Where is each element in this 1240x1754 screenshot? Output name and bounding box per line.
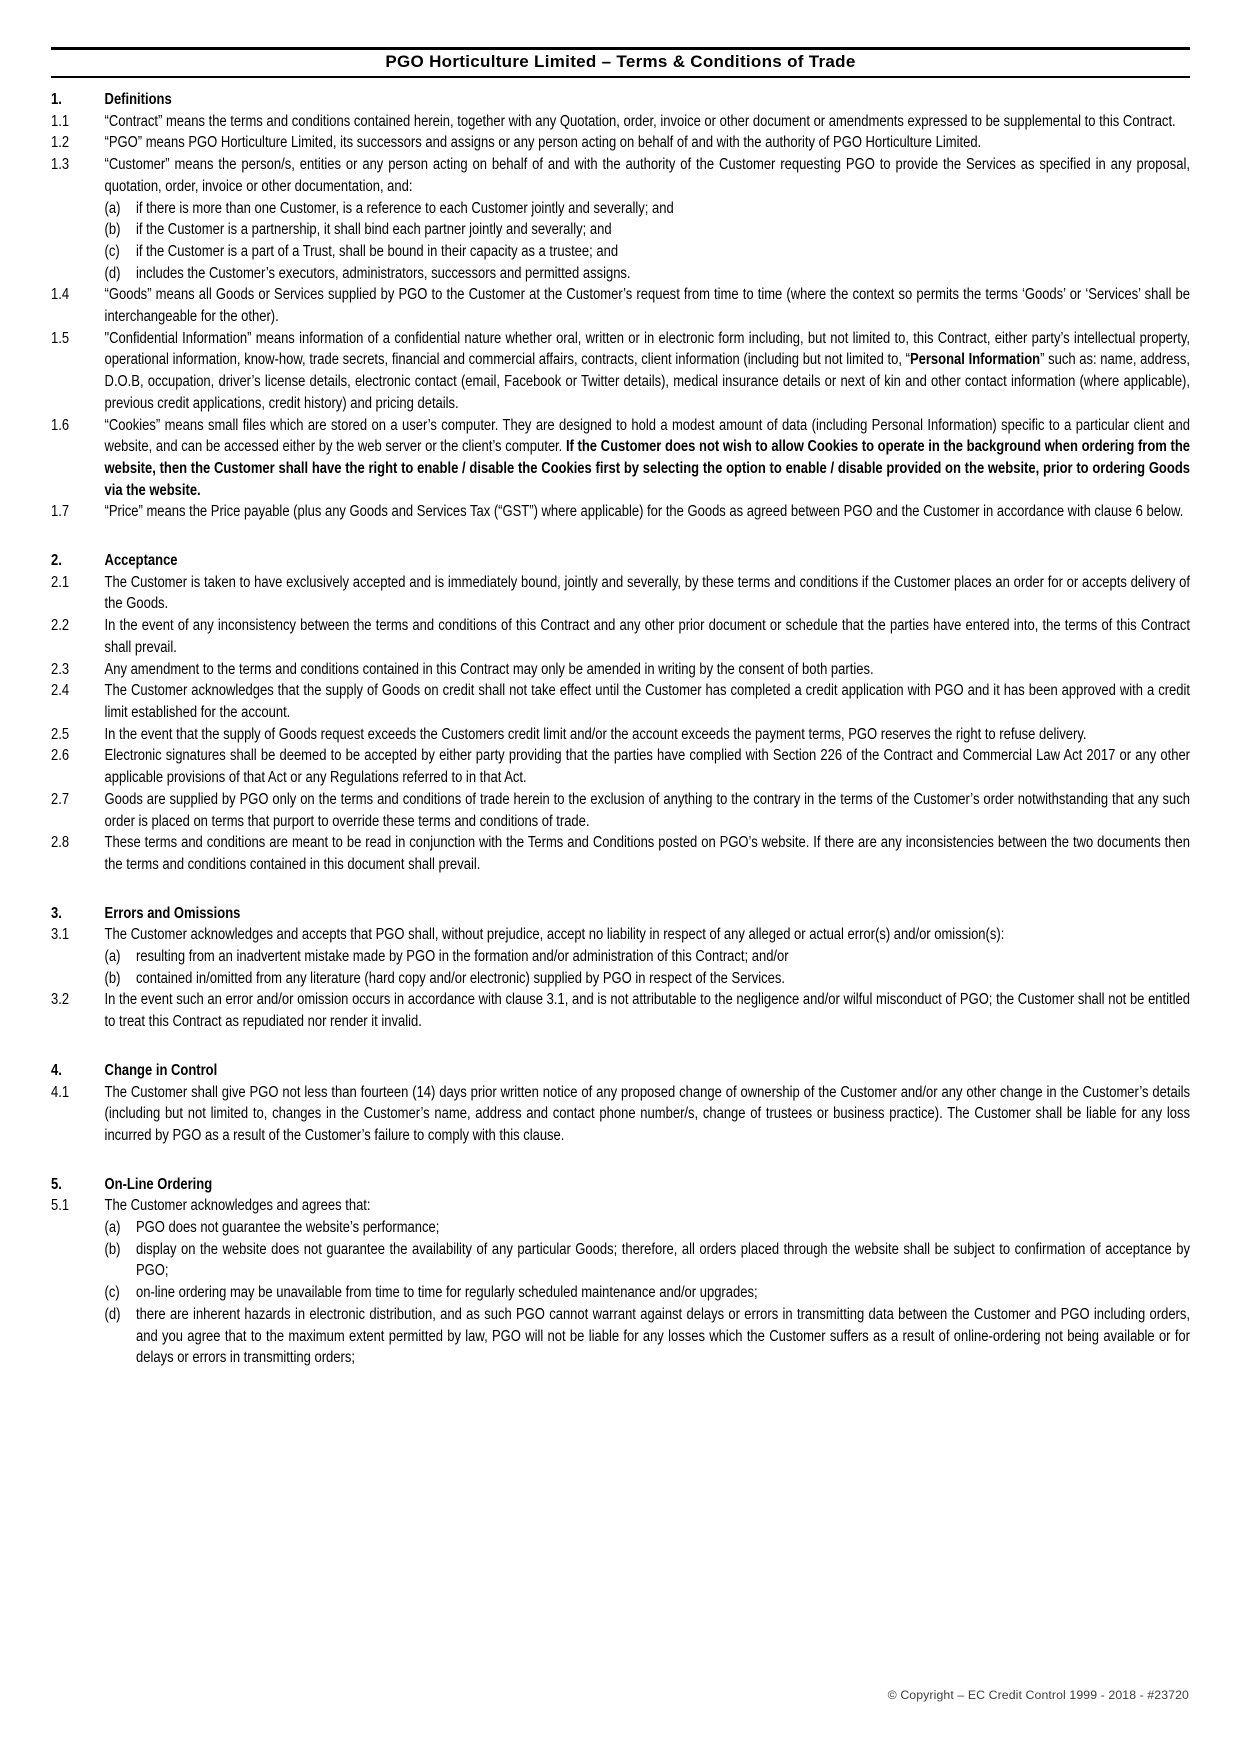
section-heading (51, 1060, 1190, 1082)
clause-number: 1.6 (51, 416, 70, 434)
clause-body (105, 132, 1190, 154)
clause (51, 832, 1190, 875)
clause-body (105, 328, 1190, 415)
clause-number: 2.4 (51, 682, 70, 700)
clause-body (105, 1195, 1190, 1369)
section-acceptance (51, 550, 1190, 876)
document-body (51, 89, 1190, 1369)
clause-subitem (105, 241, 1190, 263)
subitem-label: (c) (104, 242, 120, 260)
clause-body (105, 989, 1190, 1032)
text-run: resulting from an inadvertent mistake made by PGO in the formation and/or administration of this Contract; and/or (136, 948, 789, 966)
clause (51, 615, 1190, 658)
text-run: PGO does not guarantee the website’s performance; (136, 1219, 440, 1237)
clause (51, 745, 1190, 788)
section-heading (51, 550, 1190, 572)
clause-body (105, 832, 1190, 875)
clause-body (105, 501, 1190, 523)
clause-body (105, 680, 1190, 723)
text-run: on-line ordering may be unavailable from time to time for regularly scheduled maintenance and/or upgrades; (136, 1284, 758, 1302)
clause (51, 724, 1190, 746)
page-title: PGO Horticulture Limited – Terms & Conditions of Trade (385, 52, 856, 71)
subitem-text (136, 946, 1190, 968)
section-heading (51, 903, 1190, 925)
clause (51, 659, 1190, 681)
subitem-text (136, 241, 1190, 263)
clause-number: 2.2 (51, 617, 70, 635)
text-run: In the event such an error and/or omission occurs in accordance with clause 3.1, and is not attributable to the negligence and/or wilful misconduct of PGO; the Customer shall not be entitled to treat this Contract as repudiated nor render it invalid. (104, 991, 1190, 1031)
section-heading (51, 1174, 1190, 1196)
text-run: contained in/omitted from any literature (hard copy and/or electronic) supplied by PGO in respect of the Services. (136, 969, 786, 987)
clause-number: 3.1 (51, 926, 70, 944)
text-run: display on the website does not guarantee the availability of any particular Goods; therefore, all orders placed through the website shall be subject to confirmation of acceptance by PGO; (136, 1240, 1190, 1280)
clause (51, 1195, 1190, 1369)
clause-subitem (105, 1304, 1190, 1369)
subitem-label: (a) (104, 199, 121, 217)
text-run: there are inherent hazards in electronic distribution, and as such PGO cannot warrant against delays or errors in transmitting data between the Customer and PGO including orders, and you agree that to the maximum extent permitted by law, PGO will not be liable for any losses which the Customer suffers as a result of online-ordering not being available or for delays or errors in transmitting orders; (136, 1305, 1190, 1367)
text-run: These terms and conditions are meant to be read in conjunction with the Terms and Conditions posted on PGO’s website. If there are any inconsistencies between the two documents then the terms and conditions contained in this document shall prevail. (104, 834, 1190, 873)
clause-text (105, 615, 1190, 658)
clause-text (105, 1082, 1190, 1147)
clause-number: 2.8 (51, 834, 70, 852)
clause-number: 1.2 (51, 134, 70, 152)
clause-body (105, 745, 1190, 788)
subitem-text (136, 968, 1190, 990)
text-run: “Price” means the Price payable (plus any Goods and Services Tax (“GST”) where applicable) for the Goods as agreed between PGO and the Customer in accordance with clause 6 below. (104, 503, 1184, 521)
clause-subitem (105, 946, 1190, 968)
text-run: In the event that the supply of Goods request exceeds the Customers credit limit and/or the account exceeds the payment terms, PGO reserves the right to refuse delivery. (104, 725, 1087, 743)
clause-text (105, 659, 1190, 681)
clause-body (105, 659, 1190, 681)
clause-body (105, 1082, 1190, 1147)
clause-text (105, 1195, 1190, 1217)
clause-subitem (105, 263, 1190, 285)
text-run: The Customer is taken to have exclusively accepted and is immediately bound, jointly and severally, by these terms and conditions if the Customer places an order for or accepts delivery of the Goods. (104, 573, 1190, 613)
text-run: The Customer acknowledges and accepts that PGO shall, without prejudice, accept no liability in respect of any alleged or actual error(s) and/or omission(s): (104, 926, 1005, 944)
clause-subitem (105, 219, 1190, 241)
clause-text (105, 284, 1190, 327)
subitem-label: (d) (104, 264, 121, 282)
text-run: The Customer acknowledges that the supply of Goods on credit shall not take effect until the Customer has completed a credit application with PGO and it has been approved with a credit limit established for the account. (104, 682, 1190, 721)
clause-number: 2.3 (51, 660, 70, 678)
clause-text (105, 724, 1190, 746)
clause-text (105, 572, 1190, 615)
text-run: “Goods” means all Goods or Services supplied by PGO to the Customer at the Customer’s request from time to time (where the context so permits the terms ‘Goods’ or ‘Services’ shall be interchangeable for the other). (104, 286, 1190, 326)
text-run: ” such as: name, address, D.O.B, occupation, driver’s license details, electronic contact (email, Facebook or Twitter details), medical insurance details or next of kin and other contact information (where applicable), previous credit applications, credit history) and pricing details. (104, 351, 1190, 412)
text-run: The Customer acknowledges and agrees that: (104, 1197, 371, 1215)
clause-number: 2.7 (51, 790, 70, 808)
section-heading (51, 89, 1190, 111)
clause-body (105, 111, 1190, 133)
text-run: "Confidential Information” means information of a confidential nature whether oral, written or in electronic form including, but not limited to, this Contract, either party’s intellectual property, operational information, know-how, trade secrets, financial and commercial affairs, contracts, client information (including but not limited to, “ (104, 329, 1190, 369)
clause (51, 1082, 1190, 1147)
clause-subitem (105, 198, 1190, 220)
clause-body (105, 724, 1190, 746)
subitem-text (136, 198, 1190, 220)
copyright-footer: © Copyright – EC Credit Control 1999 - 2018 - #23720 (887, 1688, 1189, 1702)
clause-number: 1.4 (51, 286, 70, 304)
clause (51, 328, 1190, 415)
clause-text (105, 680, 1190, 723)
clause-number: 4.1 (51, 1083, 70, 1101)
clause-body (105, 415, 1190, 502)
clause-text (105, 328, 1190, 415)
clause-subitem (105, 1239, 1190, 1282)
clause-text (105, 832, 1190, 875)
text-run: The Customer shall give PGO not less than fourteen (14) days prior written notice of any proposed change of ownership of the Customer and/or any other change in the Customer’s details (including but not limited to, changes in the Customer’s name, address and contact phone number/s, change of trustees or business practice). The Customer shall be liable for any loss incurred by PGO as a result of the Customer’s failure to comply with this clause. (104, 1083, 1190, 1144)
clause-text (105, 989, 1190, 1032)
bold-text-run: Personal Information (909, 351, 1041, 369)
subitem-text (136, 1217, 1190, 1239)
text-run: “Customer” means the person/s, entities or any person acting on behalf of and with the authority of the Customer requesting PGO to provide the Services as specified in any proposal, quotation, order, invoice or other documentation, and: (104, 156, 1190, 195)
subitem-label: (c) (104, 1284, 120, 1302)
subitem-text (136, 1239, 1190, 1282)
clause-number: 5.1 (51, 1197, 70, 1215)
clause-text (105, 132, 1190, 154)
section-title: Change in Control (104, 1061, 218, 1079)
clause (51, 154, 1190, 284)
clause-number: 1.5 (51, 329, 70, 347)
section-number: 1. (51, 91, 62, 108)
section-title: Definitions (104, 91, 172, 108)
text-run: “PGO” means PGO Horticulture Limited, its successors and assigns or any person acting on behalf of and with the authority of PGO Horticulture Limited. (104, 134, 982, 152)
clause-body (105, 615, 1190, 658)
section-on-line-ordering (51, 1174, 1190, 1369)
section-title: Errors and Omissions (104, 904, 241, 922)
section-errors-and-omissions (51, 903, 1190, 1033)
clause (51, 680, 1190, 723)
clause-number: 2.5 (51, 725, 70, 743)
text-run: Electronic signatures shall be deemed to be accepted by either party providing that the parties have complied with Section 226 of the Contract and Commercial Law Act 2017 or any other applicable provisions of that Act or any Regulations referred to in that Act. (104, 747, 1190, 787)
subitem-label: (b) (104, 221, 121, 239)
clause-text (105, 924, 1190, 946)
text-run: if there is more than one Customer, is a reference to each Customer jointly and severally; and (136, 199, 674, 217)
subitem-label: (b) (104, 969, 121, 987)
clause (51, 501, 1190, 523)
clause-number: 3.2 (51, 991, 70, 1009)
section-number: 4. (51, 1061, 62, 1079)
text-run: Goods are supplied by PGO only on the terms and conditions of trade herein to the exclusion of anything to the contrary in the terms of the Customer’s order notwithstanding that any such order is placed on terms that purport to override these terms and conditions of trade. (104, 790, 1190, 830)
clause-body (105, 789, 1190, 832)
clause-text (105, 789, 1190, 832)
clause-body (105, 154, 1190, 284)
clause-text (105, 415, 1190, 502)
clause (51, 989, 1190, 1032)
subitem-text (136, 1282, 1190, 1304)
clause-subitem (105, 968, 1190, 990)
section-definitions (51, 89, 1190, 523)
clause-number: 1.1 (51, 112, 70, 130)
header-rule-bottom (51, 76, 1190, 78)
clause-number: 1.7 (51, 503, 70, 521)
clause-text (105, 154, 1190, 197)
clause-text (105, 745, 1190, 788)
subitem-text (136, 263, 1190, 285)
clause (51, 111, 1190, 133)
clause-body (105, 284, 1190, 327)
clause-number: 2.6 (51, 747, 70, 765)
clause-subitem (105, 1282, 1190, 1304)
clause-text (105, 501, 1190, 523)
clause-body (105, 924, 1190, 989)
text-run: “Cookies” means small files which are stored on a user’s computer. They are designed to hold a modest amount of data (including Personal Information) specific to a particular client and website, and can be accessed either by the web server or the client’s computer. (104, 416, 1190, 456)
subitem-label: (a) (104, 948, 121, 966)
clause (51, 415, 1190, 502)
subitem-text (136, 219, 1190, 241)
clause (51, 132, 1190, 154)
section-number: 3. (51, 904, 62, 922)
clause-number: 1.3 (51, 156, 70, 174)
clause-text (105, 111, 1190, 133)
subitem-text (136, 1304, 1190, 1369)
bold-text-run: If the Customer does not wish to allow Cookies to operate in the background when ordering from the website, then the Customer shall have the right to enable / disable the Cookies first by selecting the option to enable / disable provided on the website, prior to ordering Goods via the website. (104, 438, 1190, 499)
clause (51, 284, 1190, 327)
section-change-in-control (51, 1060, 1190, 1147)
clause (51, 789, 1190, 832)
clause-number: 2.1 (51, 573, 70, 591)
document-body-wrap (51, 89, 1190, 1369)
clause (51, 572, 1190, 615)
section-number: 2. (51, 552, 62, 570)
section-number: 5. (51, 1175, 62, 1193)
subitem-label: (b) (104, 1240, 121, 1258)
text-run: In the event of any inconsistency between the terms and conditions of this Contract and any other prior document or schedule that the parties have entered into, the terms of this Contract shall prevail. (104, 617, 1190, 656)
subitem-label: (d) (104, 1305, 121, 1323)
subitem-label: (a) (104, 1219, 121, 1237)
text-run: “Contract” means the terms and conditions contained herein, together with any Quotation, order, invoice or other document or amendments expressed to be supplemental to this Contract. (104, 112, 1176, 130)
text-run: if the Customer is a part of a Trust, shall be bound in their capacity as a trustee; and (136, 242, 619, 260)
text-run: Any amendment to the terms and conditions contained in this Contract may only be amended in writing by the consent of both parties. (104, 660, 874, 678)
text-run: if the Customer is a partnership, it shall bind each partner jointly and severally; and (136, 221, 612, 239)
section-title: Acceptance (104, 552, 178, 570)
clause-body (105, 572, 1190, 615)
section-title: On-Line Ordering (104, 1175, 213, 1193)
text-run: includes the Customer’s executors, administrators, successors and permitted assigns. (136, 264, 631, 282)
clause (51, 924, 1190, 989)
clause-subitem (105, 1217, 1190, 1239)
